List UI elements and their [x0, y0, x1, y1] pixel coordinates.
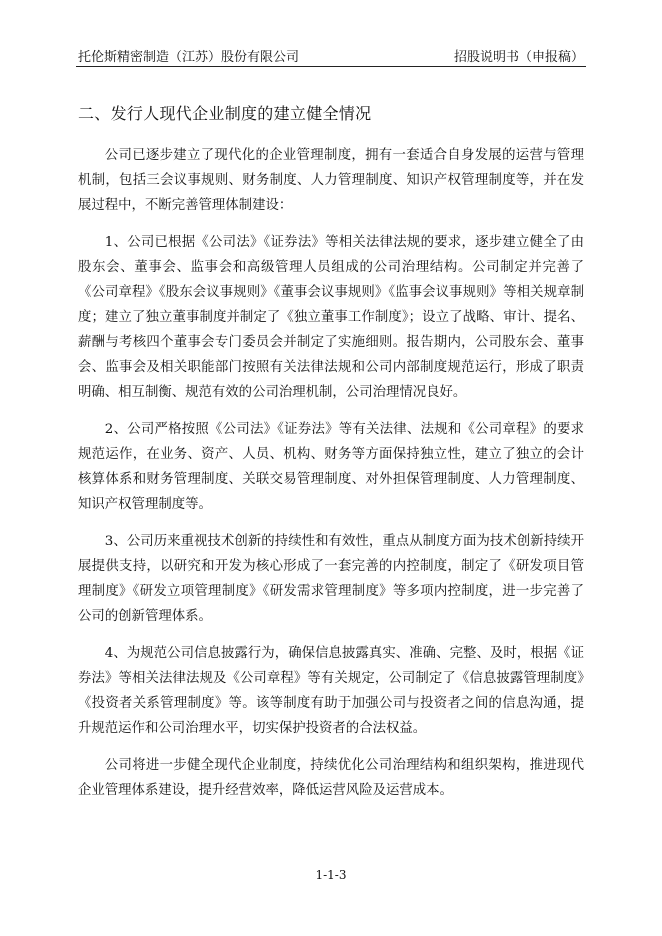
section-title: 二、发行人现代企业制度的建立健全情况 [78, 104, 372, 123]
intro-paragraph: 公司已逐步建立了现代化的企业管理制度，拥有一套适合自身发展的运营与管理机制，包括三会议事规则、财务制度、人力管理制度、知识产权管理制度等，并在发展过程中，不断完善管理体制建设： [78, 148, 584, 213]
page-body [78, 103, 584, 815]
closing-paragraph: 公司将进一步健全现代企业制度，持续优化公司治理结构和组织架构，推进现代企业管理体系建设，提升经营效率，降低运营风险及运营成本。 [78, 758, 584, 798]
paragraph-item-4: 4、为规范公司信息披露行为，确保信息披露真实、准确、完整、及时，根据《证券法》等相关法律法规及《公司章程》等有关规定，公司制定了《信息披露管理制度》《投资者关系管理制度》等。该等制度有助于加强公司与投资者之间的信息沟通，提升规范运作和公司治理水平，切实保护投资者的合法权益。 [78, 646, 584, 736]
page-number: 1-1-3 [315, 868, 347, 882]
header-document-type: 招股说明书（申报稿） [453, 50, 584, 65]
paragraph-item-2: 2、公司严格按照《公司法》《证券法》等有关法律、法规和《公司章程》的要求规范运作，在业务、资产、人员、机构、财务等方面保持独立性，建立了独立的会计核算体系和财务管理制度、关联交易管理制度、对外担保管理制度、人力管理制度、知识产权管理制度等。 [78, 422, 584, 512]
page-header [76, 44, 586, 67]
paragraph-item-3: 3、公司历来重视技术创新的持续性和有效性，重点从制度方面为技术创新持续开展提供支持，以研究和开发为核心形成了一套完善的内控制度，制定了《研发项目管理制度》《研发立项管理制度》《研发需求管理制度》等多项内控制度，进一步完善了公司的创新管理体系。 [78, 534, 584, 624]
paragraph-item-1: 1、公司已根据《公司法》《证券法》等相关法律法规的要求，逐步建立健全了由股东会、董事会、监事会和高级管理人员组成的公司治理结构。公司制定并完善了《公司章程》《股东会议事规则》《董事会议事规则》《监事会议事规则》等相关规章制度；建立了独立董事制度并制定了《独立董事工作制度》；设立了战略、审计、提名、薪酬与考核四个董事会专门委员会并制定了实施细则。报告期内，公司股东会、董事会、监事会及相关职能部门按照有关法律法规和公司内部制度规范运行，形成了职责明确、相互制衡、规范有效的公司治理机制，公司治理情况良好。 [78, 235, 584, 400]
header-company-name: 托伦斯精密制造（江苏）股份有限公司 [78, 50, 300, 65]
